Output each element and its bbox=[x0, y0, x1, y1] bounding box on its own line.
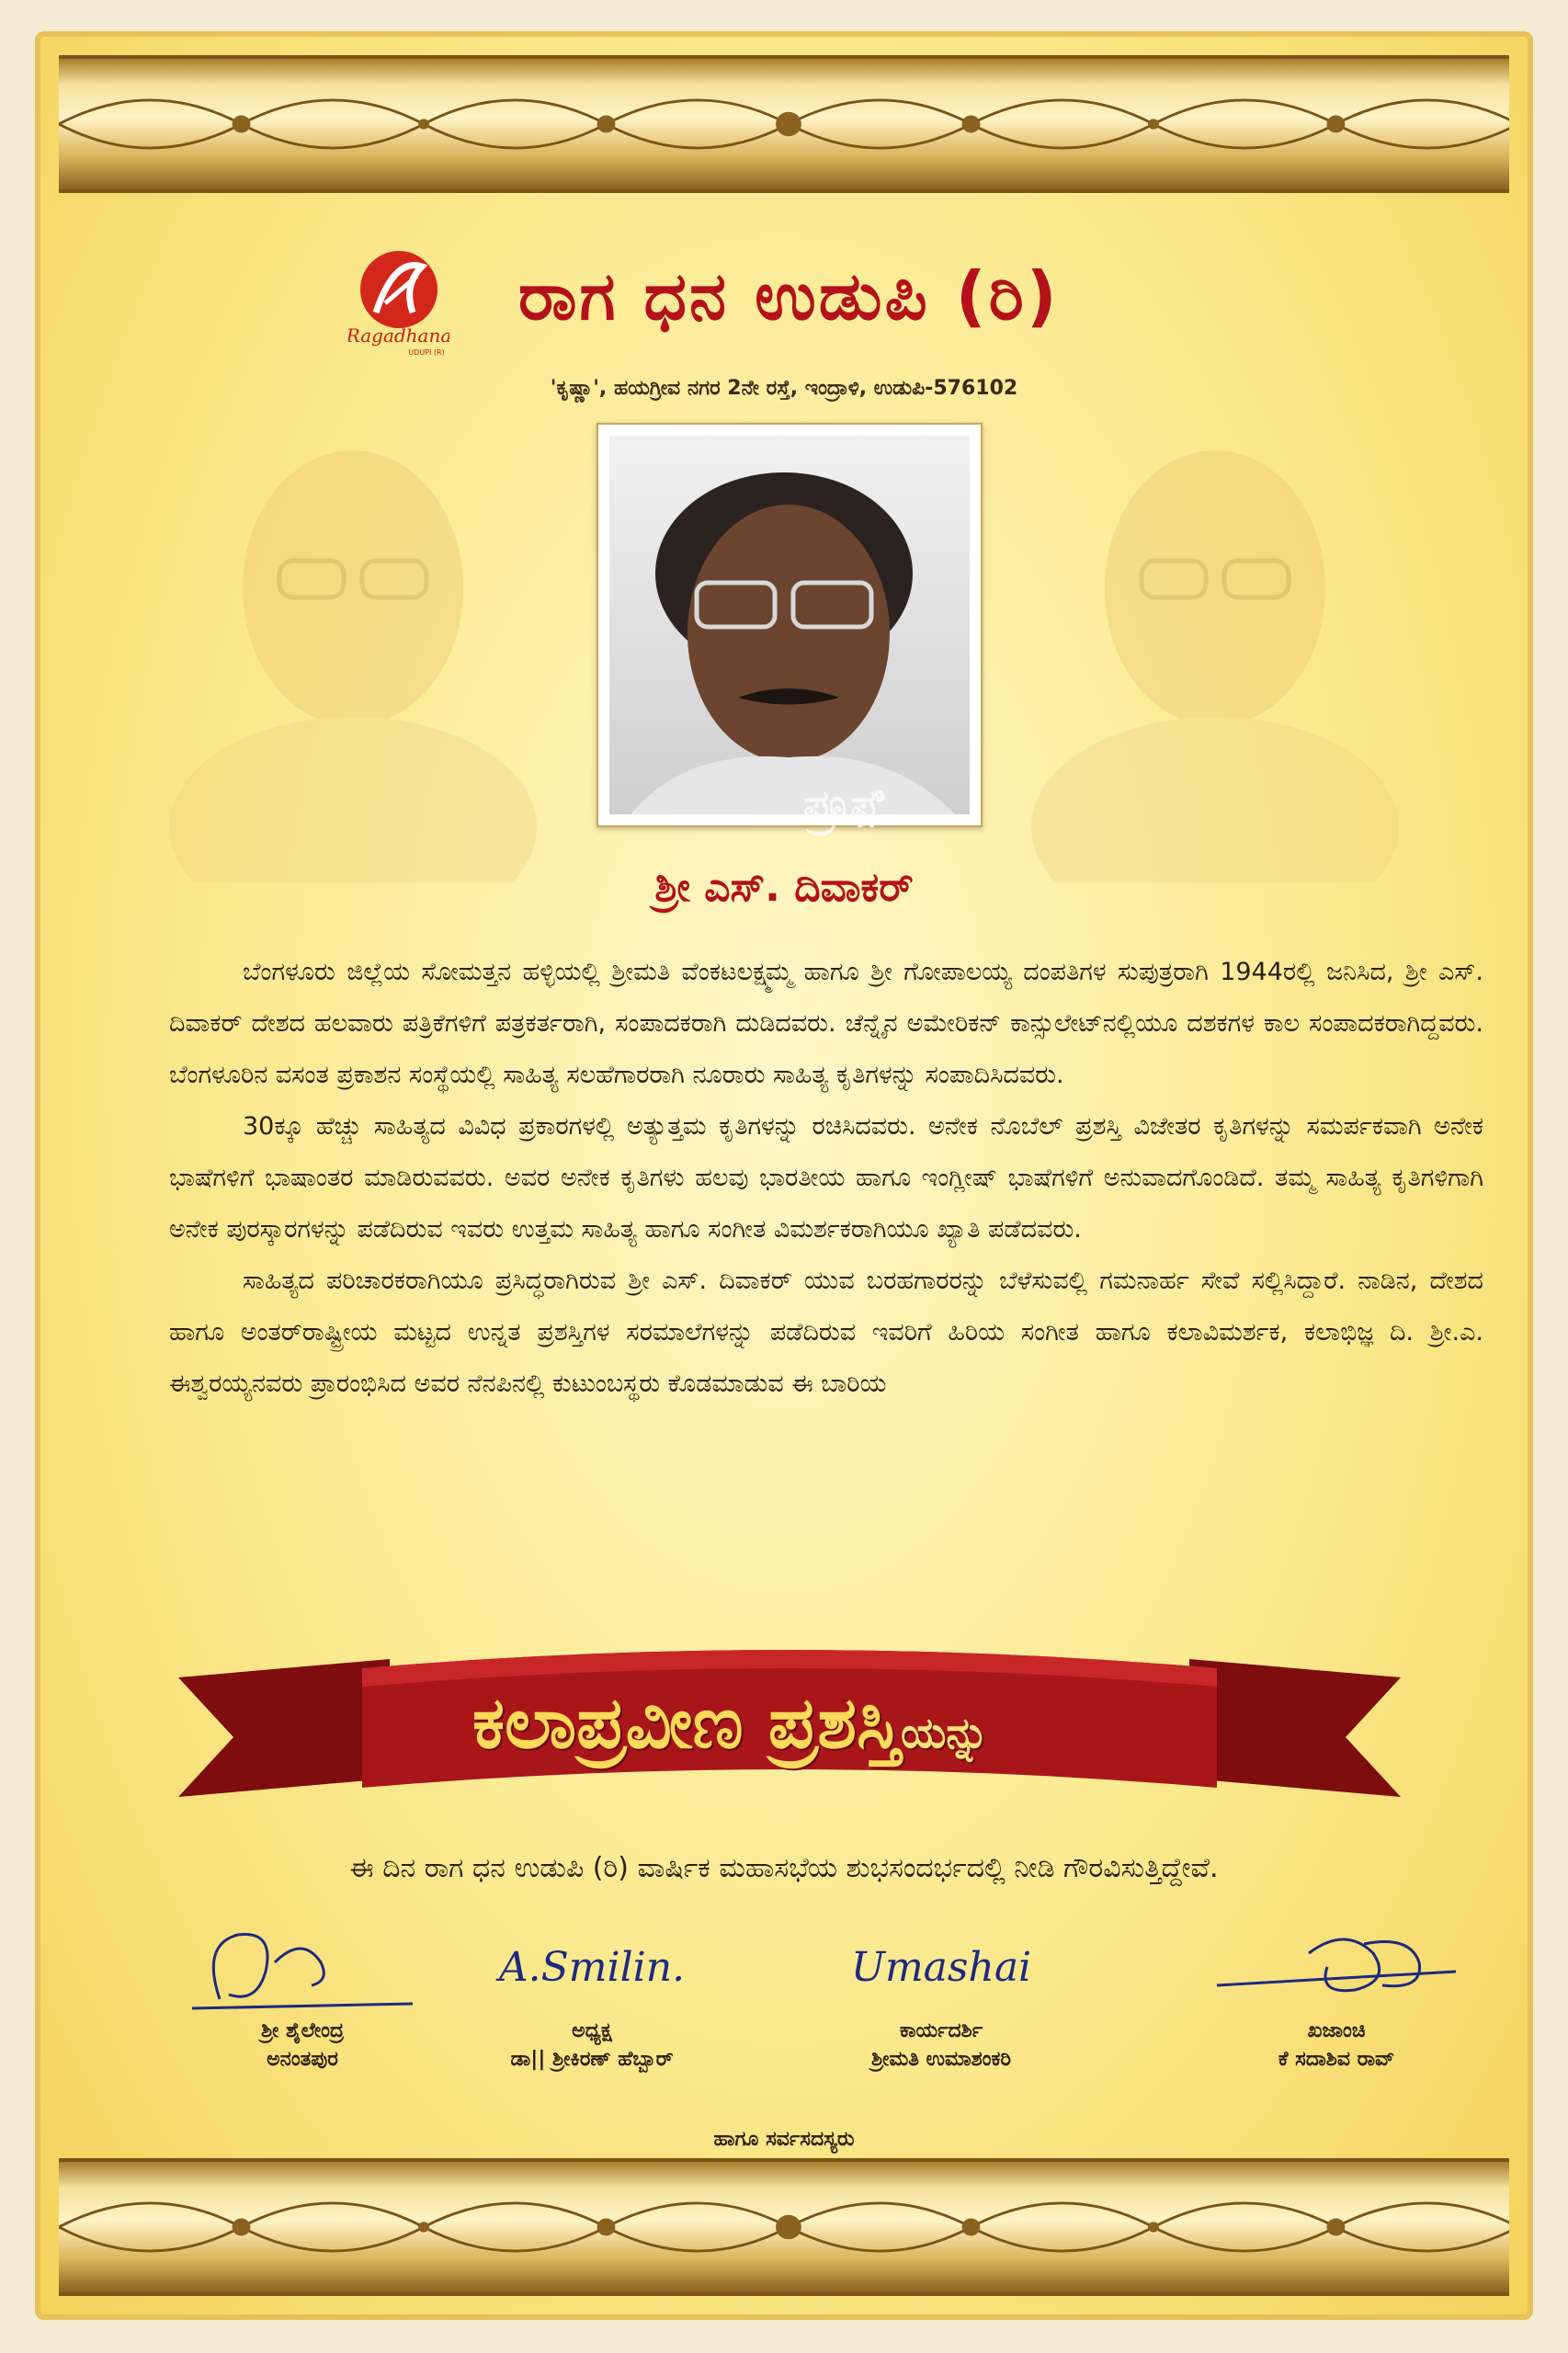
watermark-text: ಪ್ರೂಫ಼ಿ bbox=[803, 781, 886, 828]
organization-title: ರಾಗ ಧನ ಉಡುಪಿ (ರಿ) bbox=[518, 257, 1060, 335]
organization-address: 'ಕೃಷ್ಣಾ', ಹಯಗ್ರೀವ ನಗರ 2ನೇ ರಸ್ತೆ, ಇಂದ್ರಾಳಿ, ಉಡುಪಿ-576102 bbox=[550, 377, 1018, 400]
honoree-name: ಶ್ರೀ ಎಸ್. ದಿವಾಕರ್ bbox=[654, 864, 914, 911]
award-suffix: ಯನ್ನು bbox=[901, 1708, 989, 1757]
citation-paragraph-1: ಬೆಂಗಳೂರು ಜಿಲ್ಲೆಯ ಸೋಮತ್ತನ ಹಳ್ಳಿಯಲ್ಲಿ ಶ್ರೀಮತಿ ವೆಂಕಟಲಕ್ಷ್ಮಮ್ಮ ಹಾಗೂ ಶ್ರೀ ಗೋಪಾಲಯ್ಯ ದಂಪತಿಗಳ ಸುಪುತ್ರರಾಗಿ 1944ರಲ್ಲಿ ಜನಿಸಿದ, ಶ್ರೀ ಎಸ್. ದಿವಾಕರ್ ದೇಶದ ಹಲವಾರು ಪತ್ರಿಕೆಗಳಿಗೆ ಪತ್ರಕರ್ತರಾಗಿ, ಸಂಪಾದಕರಾಗಿ ದುಡಿದವರು. ಚೆನ್ನೈನ ಅಮೇರಿಕನ್ ಕಾನ್ಸುಲೇಟ್‌ನಲ್ಲಿಯೂ ದಶಕಗಳ ಕಾಲ ಸಂಪಾದಕರಾಗಿದ್ದವರು. ಬೆಂಗಳೂರಿನ ವಸಂತ ಪ್ರಕಾಶನ ಸಂಸ್ಥೆಯಲ್ಲಿ ಸಾಹಿತ್ಯ ಸಲಹೆಗಾರರಾಗಿ ನೂರಾರು ಸಾಹಿತ್ಯ ಕೃತಿಗಳನ್ನು ಸಂಪಾದಿಸಿದವರು. bbox=[169, 958, 1483, 1089]
signature-block-1 bbox=[146, 1916, 459, 2075]
signatory-title: ಅಧ್ಯಕ್ಷ bbox=[572, 2019, 612, 2042]
signatory-name: ಡಾ|| ಶ್ರೀಕಿರಣ್ ಹೆಬ್ಬಾರ್ bbox=[510, 2048, 674, 2071]
faded-portrait-left bbox=[151, 404, 555, 882]
award-name: ಕಲಾಪ್ರವೀಣ ಪ್ರಶಸ್ತಿ bbox=[472, 1682, 902, 1765]
signature-block-4 bbox=[1180, 1916, 1493, 2075]
header bbox=[40, 239, 1528, 358]
svg-text:Umashai: Umashai bbox=[850, 1944, 1032, 1991]
honoree-photo-frame bbox=[597, 423, 983, 827]
svg-text:A.Smilin.: A.Smilin. bbox=[498, 1944, 686, 1991]
citation-body bbox=[169, 947, 1483, 1410]
honoree-photo bbox=[609, 436, 970, 814]
signature-icon bbox=[1199, 1916, 1474, 2018]
citation-paragraph-3: ಸಾಹಿತ್ಯದ ಪರಿಚಾರಕರಾಗಿಯೂ ಪ್ರಸಿದ್ಧರಾಗಿರುವ ಶ್ರೀ ಎಸ್. ದಿವಾಕರ್ ಯುವ ಬರಹಗಾರರನ್ನು ಬೆಳೆಸುವಲ್ಲಿ ಗಮನಾರ್ಹ ಸೇವೆ ಸಲ್ಲಿಸಿದ್ದಾರೆ. ನಾಡಿನ, ದೇಶದ ಹಾಗೂ ಅಂತರ್‌ರಾಷ್ಟ್ರೀಯ ಮಟ್ಟದ ಉನ್ನತ ಪ್ರಶಸ್ತಿಗಳ ಸರಮಾಲೆಗಳನ್ನು ಪಡೆದಿರುವ ಇವರಿಗೆ ಹಿರಿಯ ಸಂಗೀತ ಹಾಗೂ ಕಲಾವಿಮರ್ಶಕ, ಕಲಾಭಿಜ್ಞ ದಿ. ಶ್ರೀ.ಎ. ಈಶ್ವರಯ್ಯನವರು ಪ್ರಾರಂಭಿಸಿದ ಅವರ ನೆನಪಿನಲ್ಲಿ ಕುಟುಂಬಸ್ಥರು ಕೊಡಮಾಡುವ ಈ ಬಾರಿಯ bbox=[169, 1267, 1483, 1398]
signatory-name: ಅನಂತಪುರ bbox=[267, 2048, 338, 2071]
signature-icon bbox=[165, 1916, 440, 2018]
svg-text:UDUPI (R): UDUPI (R) bbox=[408, 348, 445, 357]
award-title bbox=[472, 1682, 1116, 1766]
signatory-title: ಖಜಾಂಚಿ bbox=[1307, 2019, 1366, 2042]
signatory-name: ಶ್ರೀಮತಿ ಉಮಾಶಂಕರಿ bbox=[871, 2048, 1011, 2071]
signature-icon bbox=[454, 1916, 730, 2018]
floral-ornament-icon bbox=[59, 2162, 1509, 2292]
signatory-title: ಶ್ರೀ ಶೈಲೇಂದ್ರ bbox=[260, 2019, 345, 2042]
signature-block-2 bbox=[436, 1916, 748, 2075]
bottom-ornament-band bbox=[59, 2158, 1509, 2296]
floral-ornament-icon bbox=[59, 59, 1509, 189]
signature-icon bbox=[803, 1916, 1079, 2018]
members-line: ಹಾಗೂ ಸರ್ವಸದಸ್ಯರು bbox=[713, 2128, 855, 2151]
closing-line: ಈ ದಿನ ರಾಗ ಧನ ಉಡುಪಿ (ರಿ) ವಾರ್ಷಿಕ ಮಹಾಸಭೆಯ ಶುಭಸಂದರ್ಭದಲ್ಲಿ ನೀಡಿ ಗೌರವಿಸುತ್ತಿದ್ದೇವೆ. bbox=[349, 1852, 1219, 1884]
top-ornament-band bbox=[59, 55, 1509, 193]
signatory-title: ಕಾರ್ಯದರ್ಶಿ bbox=[899, 2019, 983, 2042]
faded-portrait-right bbox=[1013, 404, 1417, 882]
signatory-name: ಕೆ ಸದಾಶಿವ ರಾವ್ bbox=[1278, 2048, 1395, 2071]
ragadhana-logo bbox=[348, 248, 449, 358]
svg-text:Ragadhana: Ragadhana bbox=[348, 324, 449, 347]
citation-paragraph-2: 30ಕ್ಕೂ ಹೆಚ್ಚು ಸಾಹಿತ್ಯದ ವಿವಿಧ ಪ್ರಕಾರಗಳಲ್ಲಿ ಅತ್ಯುತ್ತಮ ಕೃತಿಗಳನ್ನು ರಚಿಸಿದವರು. ಅನೇಕ ನೊಬೆಲ್ ಪ್ರಶಸ್ತಿ ವಿಜೇತರ ಕೃತಿಗಳನ್ನು ಸಮರ್ಪಕವಾಗಿ ಅನೇಕ ಭಾಷೆಗಳಿಗೆ ಭಾಷಾಂತರ ಮಾಡಿರುವವರು. ಅವರ ಅನೇಕ ಕೃತಿಗಳು ಹಲವು ಭಾರತೀಯ ಹಾಗೂ ಇಂಗ್ಲೀಷ್ ಭಾಷೆಗಳಿಗೆ ಅನುವಾದಗೊಂಡಿದೆ. ತಮ್ಮ ಸಾಹಿತ್ಯ ಕೃತಿಗಳಿಗಾಗಿ ಅನೇಕ ಪುರಸ್ಕಾರಗಳನ್ನು ಪಡೆದಿರುವ ಇವರು ಉತ್ತಮ ಸಾಹಿತ್ಯ ಹಾಗೂ ಸಂಗೀತ ವಿಮರ್ಶಕರಾಗಿಯೂ ಖ್ಯಾತಿ ಪಡೆದವರು. bbox=[169, 1112, 1483, 1244]
signature-block-3 bbox=[785, 1916, 1097, 2075]
certificate-poster bbox=[35, 31, 1533, 2320]
